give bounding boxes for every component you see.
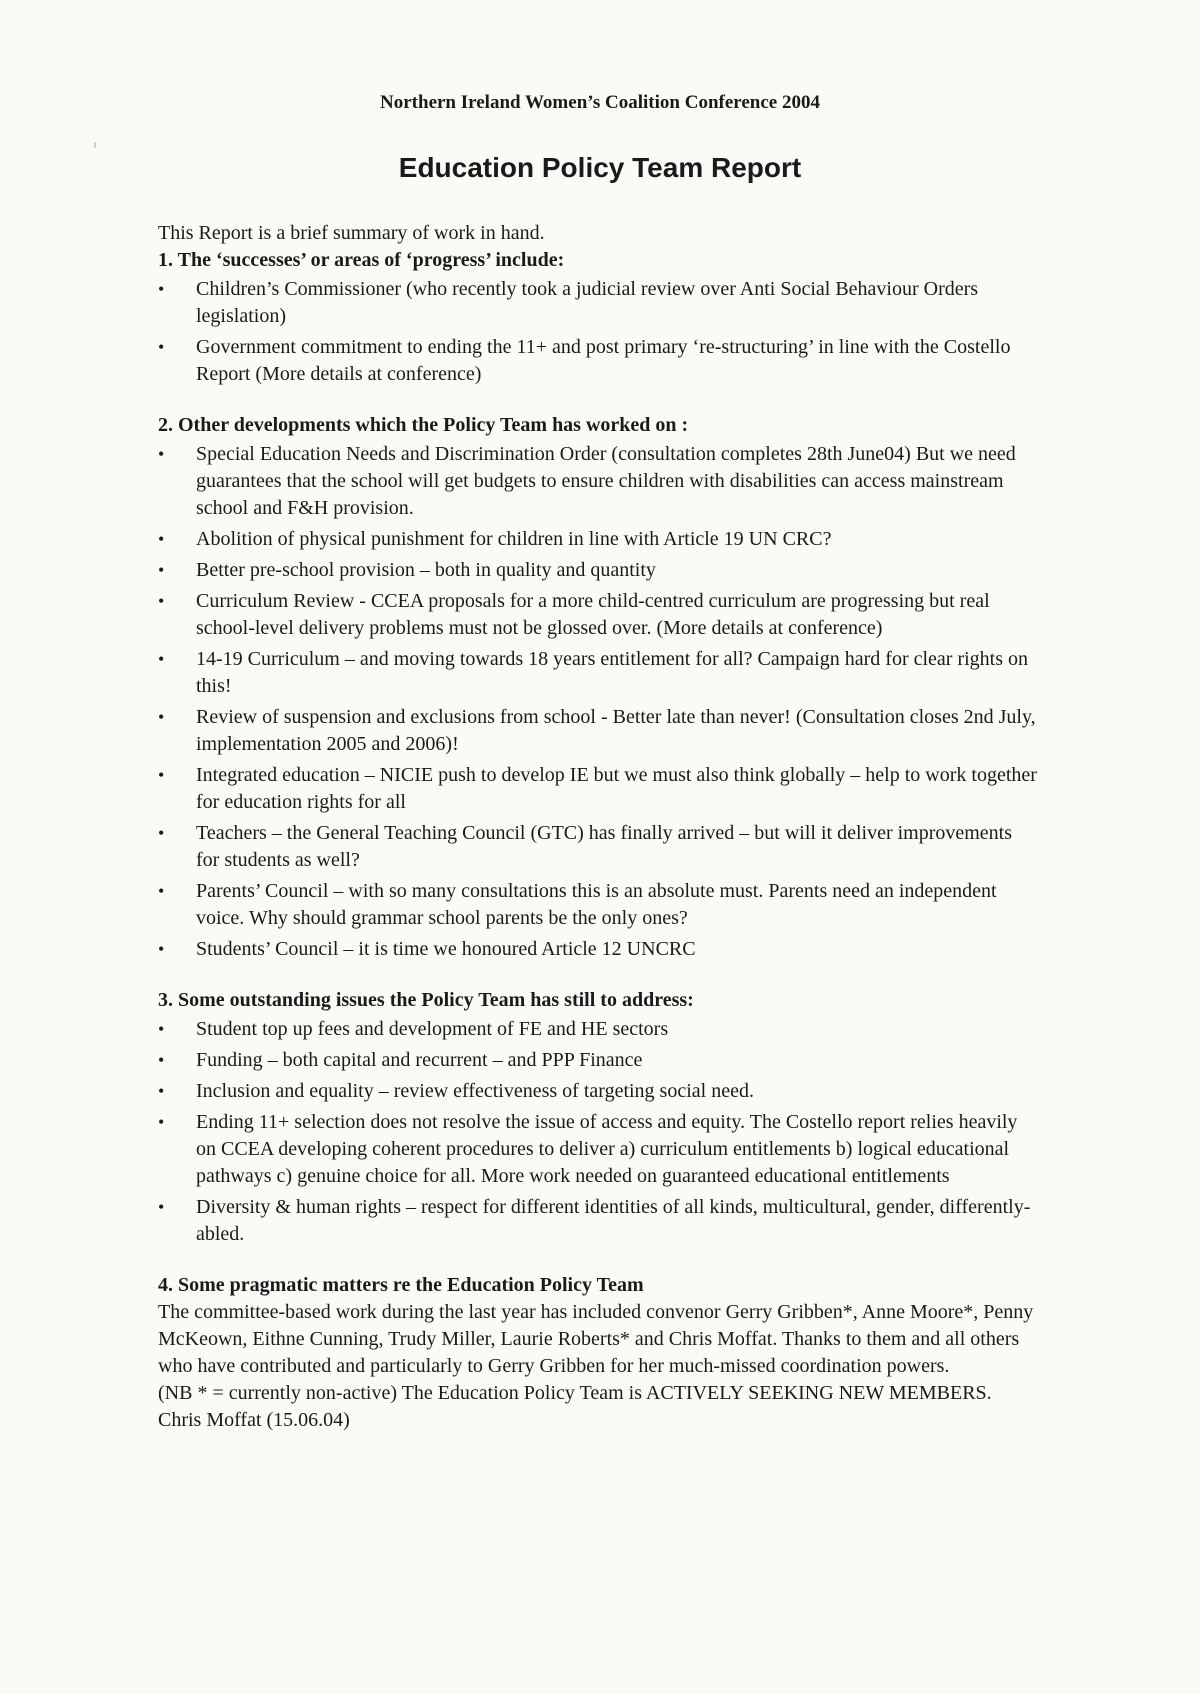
list-item: • Review of suspension and exclusions from school - Better late than never! (Consultation closes 2nd July, implementation 2005 and 2006)! — [158, 706, 1036, 755]
list-item: • Students’ Council – it is time we honoured Article 12 UNCRC — [158, 936, 1038, 963]
list-item: • Inclusion and equality – review effectiveness of targeting social need. — [158, 1078, 1038, 1105]
list-item: • Teachers – the General Teaching Council (GTC) has finally arrived – but will it deliver improvements for students as well? — [158, 822, 1013, 871]
bullet-icon: • — [158, 823, 165, 843]
section-heading: 1. The ‘successes’ or areas of ‘progress’ include: — [158, 249, 565, 271]
bullet-icon: • — [158, 560, 165, 580]
section-pragmatic-matters — [158, 1272, 1038, 1434]
bullet-icon: • — [158, 1019, 165, 1039]
bullet-icon: • — [158, 939, 165, 959]
list-item: • Diversity & human rights – respect for different identities of all kinds, multicultural, gender, differently-abled. — [158, 1196, 1031, 1245]
section-heading: 2. Other developments which the Policy Team has worked on : — [158, 414, 689, 436]
list-item: • Student top up fees and development of FE and HE sectors — [158, 1016, 1038, 1043]
bullet-icon: • — [158, 1050, 165, 1070]
section-successes — [158, 247, 1038, 388]
list-item: • Better pre-school provision – both in quality and quantity — [158, 557, 1038, 584]
scan-speck — [94, 142, 96, 148]
bullet-icon: • — [158, 1081, 165, 1101]
report-title: Education Policy Team Report — [398, 152, 802, 183]
bullet-icon: • — [158, 707, 165, 727]
bullet-list — [158, 276, 1038, 388]
list-item: • Parents’ Council – with so many consultations this is an absolute must. Parents need an independent voice. Why should grammar school parents be the only ones? — [158, 880, 997, 929]
list-item: • Ending 11+ selection does not resolve the issue of access and equity. The Costello report relies heavily on CCEA developing coherent procedures to deliver a) curriculum entitlements b) logical educational pathways c) genuine choice for all. More work needed on guaranteed educational entitlements — [158, 1111, 1018, 1187]
section-outstanding-issues — [158, 987, 1038, 1248]
membership-note: (NB * = currently non-active) The Education Policy Team is ACTIVELY SEEKING NEW MEMBERS. — [158, 1382, 992, 1404]
bullet-icon: • — [158, 337, 165, 357]
section-heading: 4. Some pragmatic matters re the Education Policy Team — [158, 1274, 644, 1296]
bullet-icon: • — [158, 765, 165, 785]
list-item: • Integrated education – NICIE push to develop IE but we must also think globally – help to work together for education rights for all — [158, 764, 1037, 813]
bullet-icon: • — [158, 649, 165, 669]
bullet-icon: • — [158, 279, 165, 299]
intro-text: This Report is a brief summary of work in hand. — [158, 222, 545, 244]
bullet-list — [158, 1016, 1038, 1248]
author-signoff: Chris Moffat (15.06.04) — [158, 1409, 350, 1431]
bullet-list — [158, 441, 1038, 963]
bullet-icon: • — [158, 1112, 165, 1132]
bullet-icon: • — [158, 591, 165, 611]
bullet-icon: • — [158, 881, 165, 901]
list-item: • 14-19 Curriculum – and moving towards 18 years entitlement for all? Campaign hard for clear rights on this! — [158, 648, 1029, 697]
report-body — [158, 220, 1038, 1434]
bullet-icon: • — [158, 1197, 165, 1217]
list-item: • Children’s Commissioner (who recently took a judicial review over Anti Social Behaviour Orders legislation) — [158, 278, 979, 327]
list-item: • Funding – both capital and recurrent – and PPP Finance — [158, 1047, 1038, 1074]
conference-header: Northern Ireland Women’s Coalition Conference 2004 — [380, 92, 820, 113]
list-item: • Abolition of physical punishment for children in line with Article 19 UN CRC? — [158, 526, 1038, 553]
bullet-icon: • — [158, 444, 165, 464]
section-developments — [158, 412, 1038, 963]
section-heading: 3. Some outstanding issues the Policy Team has still to address: — [158, 989, 694, 1011]
list-item: • Curriculum Review - CCEA proposals for a more child-centred curriculum are progressing but real school-level delivery problems must not be glossed over. (More details at conference) — [158, 590, 990, 639]
committee-paragraph: The committee-based work during the last year has included convenor Gerry Gribben*, Anne Moore*, Penny McKeown, Eithne Cunning, Trudy Miller, Laurie Roberts* and Chris Moffat. Thanks to them and all others who have contributed and particularly to Gerry Gribben for her much-missed coordination powers. — [158, 1301, 1034, 1377]
list-item: • Special Education Needs and Discrimination Order (consultation completes 28th June04) But we need guarantees that the school will get budgets to ensure children with disabilities can access mainstream school and F&H provision. — [158, 443, 1016, 519]
list-item: • Government commitment to ending the 11+ and post primary ‘re-structuring’ in line with the Costello Report (More details at conference) — [158, 336, 1011, 385]
bullet-icon: • — [158, 529, 165, 549]
